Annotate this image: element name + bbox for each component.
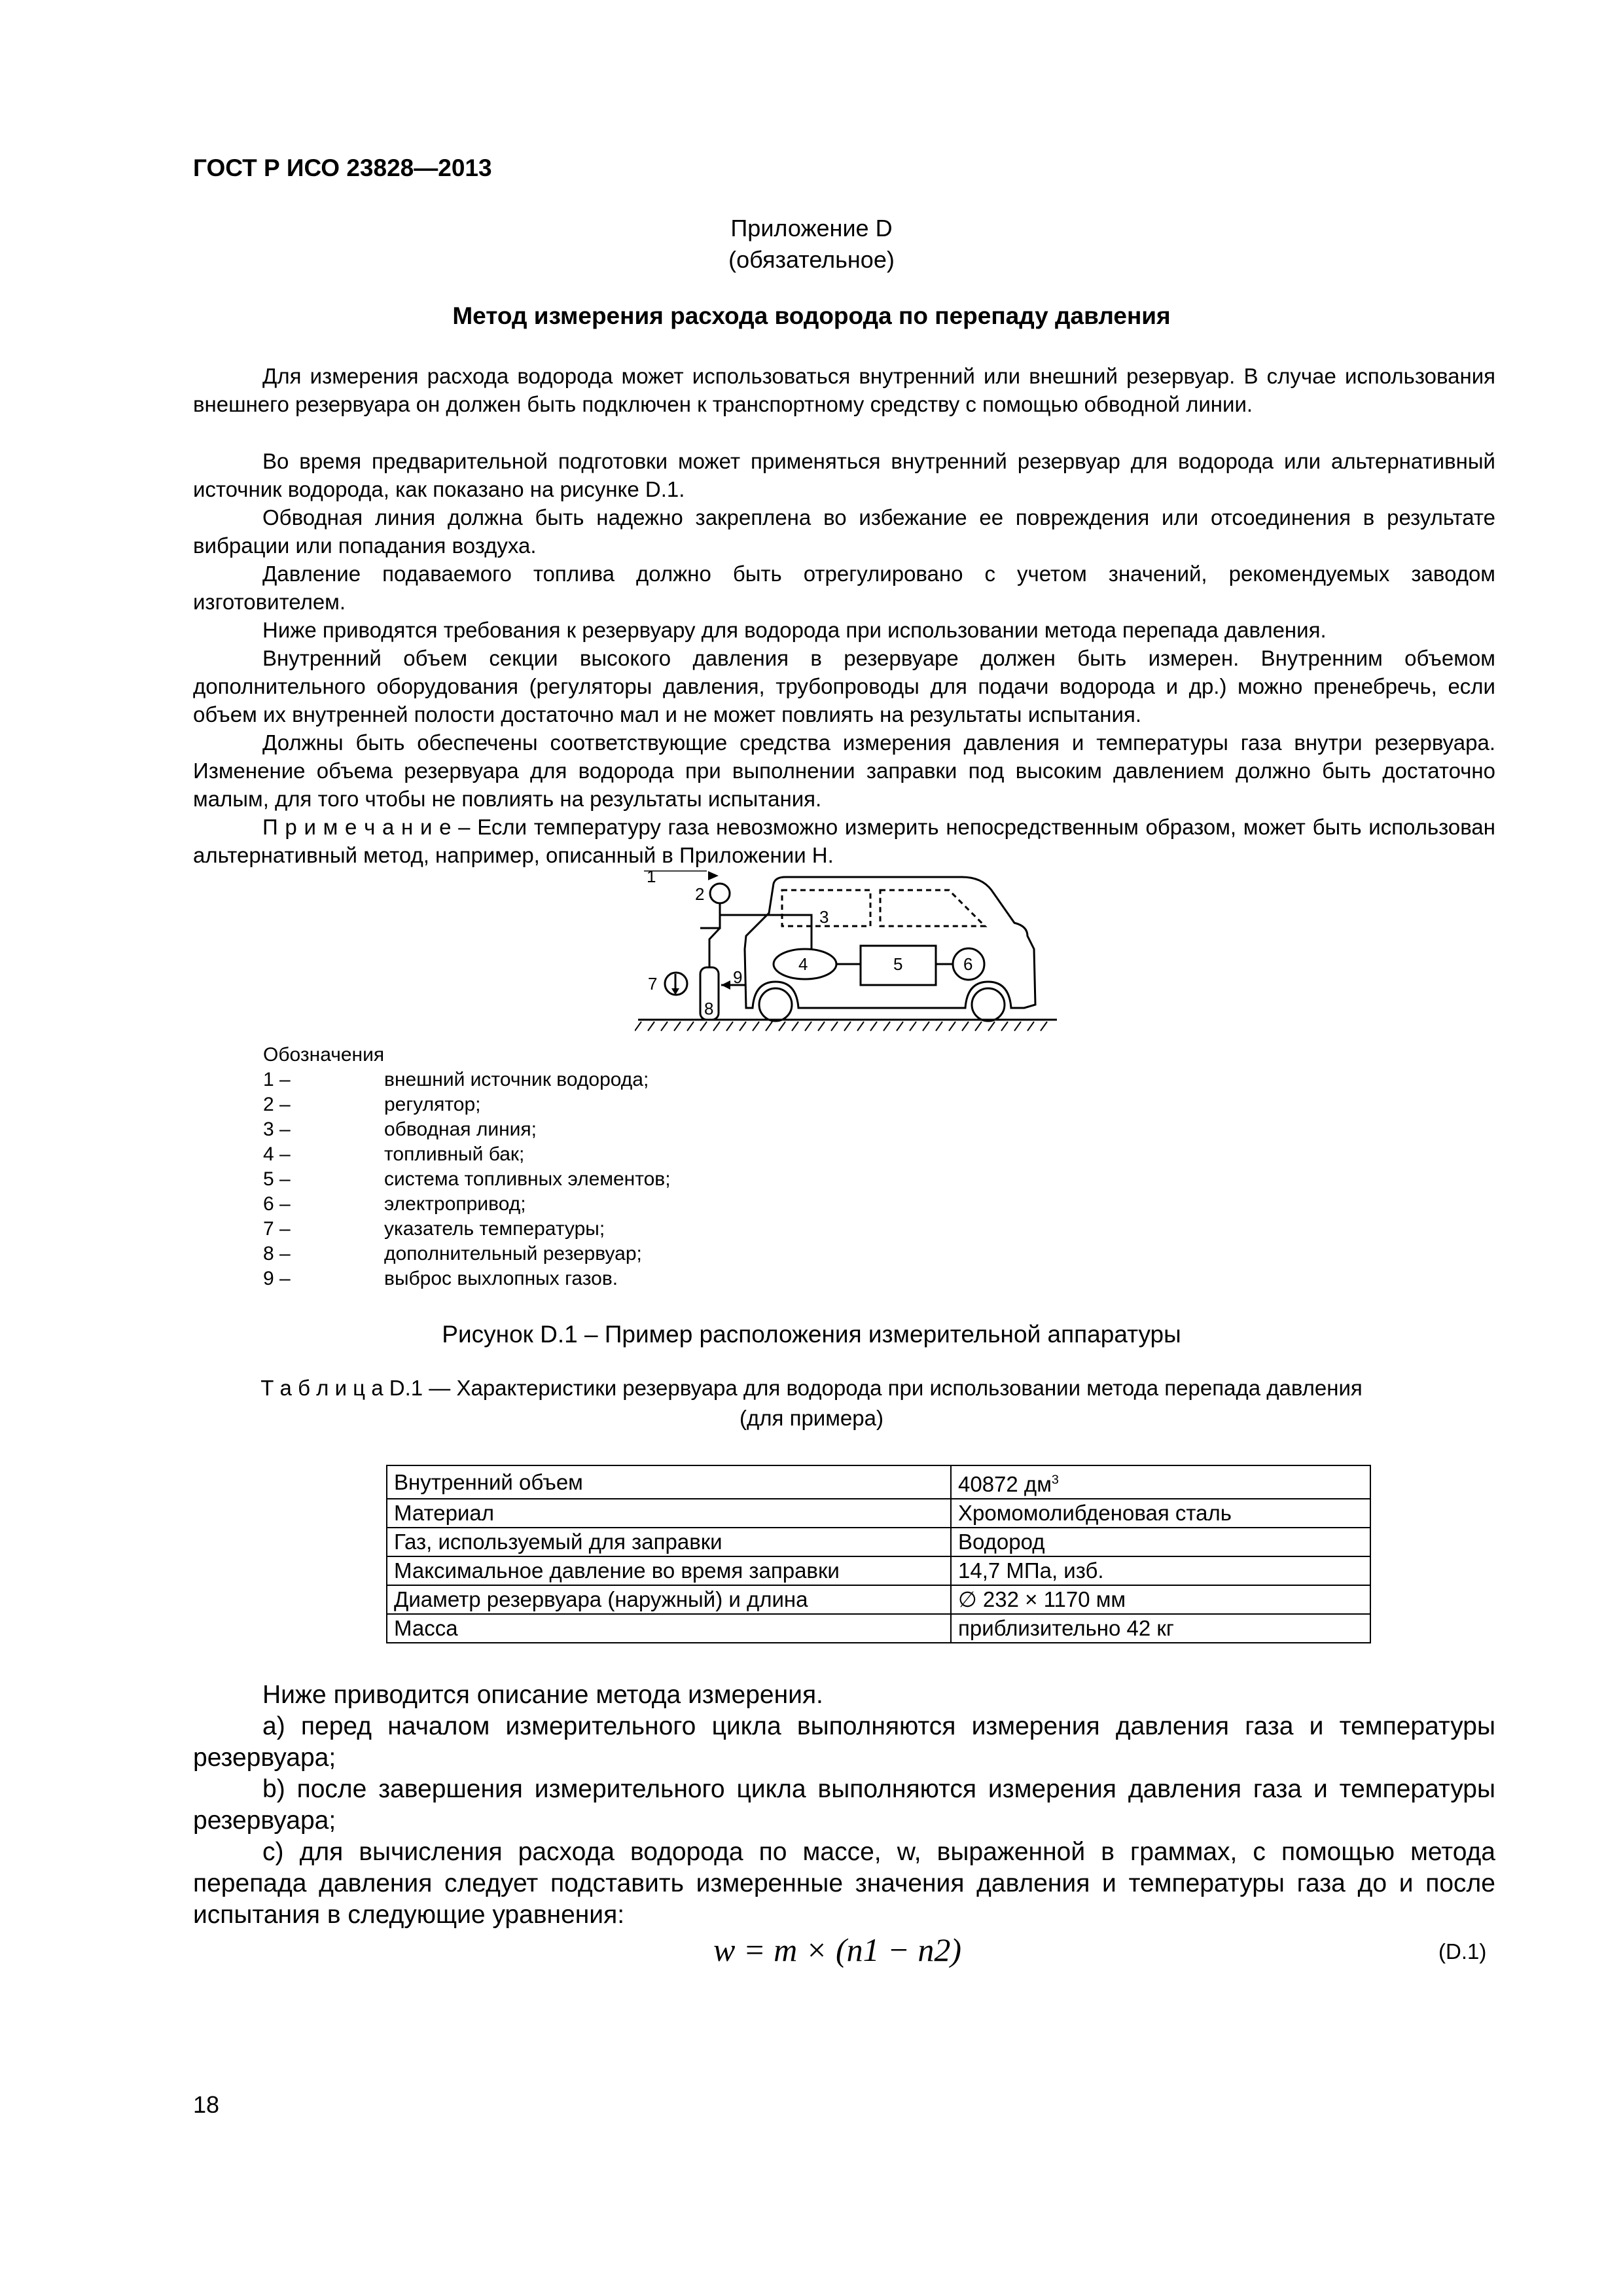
note-text: Если температуру газа невозможно измерить непосредственным образом, может быть использован альтернативный метод, например, описанный в Приложении H.	[193, 815, 1495, 867]
method-intro: Ниже приводится описание метода измерения.	[262, 1681, 823, 1709]
formula-d1: w = m × (n1 − n2)	[713, 1931, 961, 1968]
diagram-label-2: 2	[695, 884, 705, 904]
method-item-b: b) после завершения измерительного цикла выполняются измерения давления газа и температуры резервуара;	[193, 1775, 1495, 1835]
table-row: Материал Хромомолибденовая сталь	[387, 1499, 1370, 1528]
table-row: Максимальное давление во время заправки 14,7 МПа, изб.	[387, 1556, 1370, 1585]
document-code: ГОСТ Р ИСО 23828—2013	[193, 154, 492, 181]
diagram-label-1: 1	[647, 870, 656, 886]
diagram-label-6: 6	[963, 954, 973, 974]
method-item-c: c) для вычисления расхода водорода по массе, w, выраженной в граммах, с помощью метода перепада давления следует подставить измеренные значения давления и температуры газа до и после испытания в следующие уравнения:	[193, 1838, 1495, 1929]
diagram-label-3: 3	[819, 907, 829, 927]
diagram-label-9: 9	[733, 967, 743, 987]
formula-number: (D.1)	[1438, 1939, 1487, 1964]
paragraph-6: Внутренний объем секции высокого давления в резервуаре должен быть измерен. Внутренним объемом дополнительного оборудования (регуляторы давления, трубопроводы для подачи водорода и др.) можно пренебречь, если объем их внутренней полости достаточно мал и не может повлиять на результаты испытания.	[193, 646, 1495, 726]
legend-title: Обозначения	[263, 1044, 385, 1066]
appendix-title: Метод измерения расхода водорода по перепаду давления	[452, 302, 1171, 329]
diagram-label-5: 5	[893, 954, 903, 974]
table-row: Диаметр резервуара (наружный) и длина ∅ 232 × 1170 мм	[387, 1585, 1370, 1614]
paragraph-2: Во время предварительной подготовки может применяться внутренний резервуар для водорода или альтернативный источник водорода, как показано на рисунке D.1.	[193, 449, 1495, 501]
method-item-a: а) перед началом измерительного цикла выполняются измерения давления газа и температуры резервуара;	[193, 1712, 1495, 1772]
note-label: П р и м е ч а н и е –	[262, 815, 471, 839]
diagram-label-8: 8	[704, 999, 714, 1018]
tank-characteristics-table	[386, 1465, 1371, 1643]
vehicle-outline	[745, 877, 1035, 1021]
measurement-setup-diagram	[635, 870, 1060, 1047]
note-paragraph	[193, 813, 1495, 869]
paragraph-7: Должны быть обеспечены соответствующие средства измерения давления и температуры газа внутри резервуара. Изменение объема резервуара для водорода при выполнении заправки под высоким давлением должно быть достаточно малым, для того чтобы не повлиять на результаты испытания.	[193, 730, 1495, 811]
table-caption: Т а б л и ц а D.1 — Характеристики резервуара для водорода при использовании метода перепада давления	[260, 1376, 1363, 1400]
paragraph-5: Ниже приводятся требования к резервуару для водорода при использовании метода перепада давления.	[262, 618, 1327, 642]
diagram-label-7: 7	[648, 974, 658, 994]
table-row: Масса приблизительно 42 кг	[387, 1614, 1370, 1643]
appendix-status: (обязательное)	[728, 246, 895, 273]
paragraph-1: Для измерения расхода водорода может использоваться внутренний или внешний резервуар. В случае использования внешнего резервуара он должен быть подключен к транспортному средству с помощью обводной линии.	[193, 364, 1495, 416]
page-number: 18	[193, 2091, 220, 2118]
paragraph-3: Обводная линия должна быть надежно закреплена во избежание ее повреждения или отсоединения в результате вибрации или попадания воздуха.	[193, 505, 1495, 558]
pressure-gauge-circle	[710, 884, 730, 903]
table-caption-subtitle: (для примера)	[740, 1406, 883, 1430]
table-row: Внутренний объем 40872 $дм^3$	[387, 1465, 1370, 1499]
table-row: Газ, используемый для заправки Водород	[387, 1528, 1370, 1556]
paragraph-4: Давление подаваемого топлива должно быть отрегулировано с учетом значений, рекомендуемых заводом изготовителем.	[193, 562, 1495, 614]
figure-caption: Рисунок D.1 – Пример расположения измерительной аппаратуры	[442, 1321, 1181, 1348]
appendix-label: Приложение D	[730, 215, 893, 242]
diagram-label-4: 4	[798, 954, 808, 974]
volume-unit-exponent: 3	[1051, 1473, 1059, 1487]
